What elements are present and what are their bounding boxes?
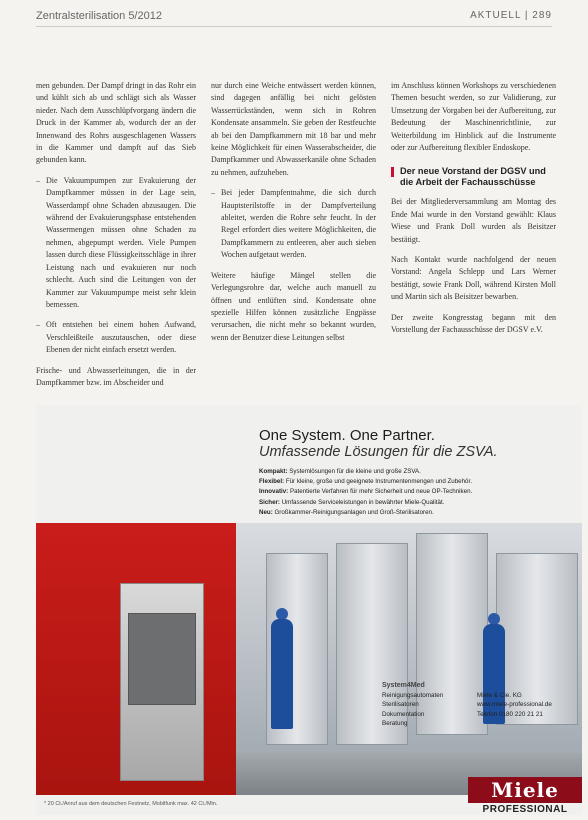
ad-feature-key: Kompakt: [259,468,288,475]
paragraph: im Anschluss können Workshops zu verschiedenen Themen besucht werden, so zur Validierung, zur Umsetzung der Vorgaben bei der Aufbereitung, zur Bedeutung der Maschinenrichtlinie, zur Weiterbildung im Hinblick auf die Instrumente oder zur Aufbereitung flexibler Endoskope. [391,81,556,153]
ad-feature-text: Umfassende Serviceleistungen in bewährter Miele-Qualität. [279,498,445,506]
ad-headline-block [259,427,498,461]
system4med-logo: System4Med [382,682,425,689]
ad-feature-line [259,498,529,508]
ad-feature-key: Innovativ: [259,488,289,496]
ad-feature-key: Neu: [259,508,273,516]
column-3 [391,80,556,397]
bullet-item: – Die Vakuumpumpen zur Evakuierung der Dampfkammer müssen in der Lage sein, Wasserdampf ohne Schaden abzusaugen. Die während der Evakuierungsphase entstehenden Wassermengen müssen ohne Schaden zu nehmen, abgepumpt werden. Viele Pumpen lassen durch diese Flüssigkeitsschläge in ihrer Leistung nach und evakuieren nur noch schlecht. Auch sind die Leitungen von der Kammer zur Vakuumpumpe meist sehr klein bemessen. [46,175,196,311]
heading-marker [391,167,394,177]
system-list [382,691,462,729]
column-1 [36,80,196,397]
ad-photo [36,523,582,795]
paragraph: Der zweite Kongresstag begann mit den Vorstellung der Fachausschüsse der DGSV e.V. [391,312,556,335]
system-info-row [382,691,582,729]
bullet-item: – Bei jeder Dampfentnahme, die sich durch Hauptsterilstoffe in der Dampfverteilung ableitet, werden die Rohre sehr feucht. In der Regel erfordert dies weitere Möglichkeiten, die Dampfkammern zu entleeren, aber auch sieben Wochen aufgetaut werden. [221,187,376,261]
system-list-item: Reinigungsautomaten [382,691,444,699]
paragraph: Nach Kontakt wurde nachfolgend der neuen Vorstand: Angela Schlepp und Lars Werner bestätigt, sowie Frank Doll, während Kirsten Moll und Martin sich als Beisitzer bewarben. [391,255,556,302]
ad-feature-text: Für kleine, große und geeignete Instrumentenmengen und Zubehör. [284,478,472,486]
article-body [36,80,556,397]
bullet-list [36,175,196,357]
ad-feature-text: Systemlösungen für die kleine und große ZSVA. [287,468,421,475]
ad-feature-key: Flexibel: [259,478,285,486]
ad-feature-line [259,508,529,518]
ad-feature-line [259,477,529,487]
ad-feature-text: Patentierte Verfahren für mehr Sicherheit und neue OP-Techniken. [288,488,473,496]
ad-feature-line [259,487,529,497]
paragraph: nur durch eine Weiche entwässert werden können, sind dagegen anfällig bei nicht gelösten Wasserrückständen, wenn sich in Rohren Kondensate ansammeln. Sie geben der Restfeuchte ab bei den Dampfkammern mit 18 bar und mehr keine Möglichkeit für einen Wasserabscheider, die Dampfkammer und Abwasserkanäle ohne Schaden zu nehmen, aufzuheben. [211,81,376,177]
paragraph: Frische- und Abwasserleitungen, die in der Dampfkammer bzw. im Abscheider und [36,365,196,387]
ad-feature-key: Sicher: [259,498,280,506]
system-info [382,681,582,729]
journal-name: Zentralsterilisation 5/2012 [36,10,162,22]
contact-line: www.miele-professional.de [477,701,552,709]
column-2 [211,80,376,397]
bullet-item: – Oft entstehen bei einem hohen Aufwand, Verschleißteile auszutauschen, oder diese Ebenen der nicht einfach ersetzt werden. [46,319,196,356]
ad-footnote: * 20 Ct./Anruf aus dem deutschen Festnetz, Mobilfunk max. 42 Ct./Min. [44,801,218,807]
washer-door [128,613,196,705]
section-heading [391,166,556,188]
contact-info [477,691,582,729]
miele-professional-label: PROFESSIONAL [482,804,568,815]
system-list-item: Sterilisatoren [382,701,419,709]
ad-feature-lines [259,467,529,518]
miele-logo: Miele [468,777,582,803]
page-header [36,10,552,27]
contact-line: Telefon 0180 220 21 21 [477,710,543,718]
bullet-list [211,187,376,261]
worker-figure [271,619,293,729]
system-list-item: Dokumentation [382,710,425,718]
miele-advertisement [36,405,582,815]
paragraph: Bei der Mitgliederversammlung am Montag des Ende Mai wurde in den Vorstand gewählt: Klaus Wiese und Frank Doll wurden als Beisitzer bestätigt. [391,197,556,244]
section-heading-text: Der neue Vorstand der DGSV und die Arbeit der Fachausschüsse [400,166,546,188]
ad-feature-text: Großkammer-Reinigungsanlagen und Groß-Sterilisatoren. [272,508,434,516]
paragraph: Weitere häufige Mängel stellen die Verlegungsrohre dar, welche auch manuell zu öffnen und entlüften sind. Kondensate ohne spezielle Hilfen können zusätzliche Engpässe verursachen, die nicht mehr so bekannt wurden, wenn der Benutzer diese Leitungen selbst [211,270,376,342]
paragraph: men gebunden. Der Dampf dringt in das Rohr ein und kühlt sich ab und schlägt sich als Wasser nieder. Nach dem Ausschlüpfvorgang ändern die Druck in der Kammer ab, wodurch der an der Innenwand des Rohrs ausgeschlagenen Wassers in die Kammer und dampft auf das Sieb gebunden kann. [36,81,196,165]
section-page: AKTUELL | 289 [470,10,552,21]
ad-subline: Umfassende Lösungen für die ZSVA. [259,444,498,460]
contact-line: Miele & Cie. KG [477,691,522,699]
ad-feature-line [259,467,529,477]
ad-headline: One System. One Partner. [259,427,435,444]
system-list-item: Beratung [382,720,408,728]
